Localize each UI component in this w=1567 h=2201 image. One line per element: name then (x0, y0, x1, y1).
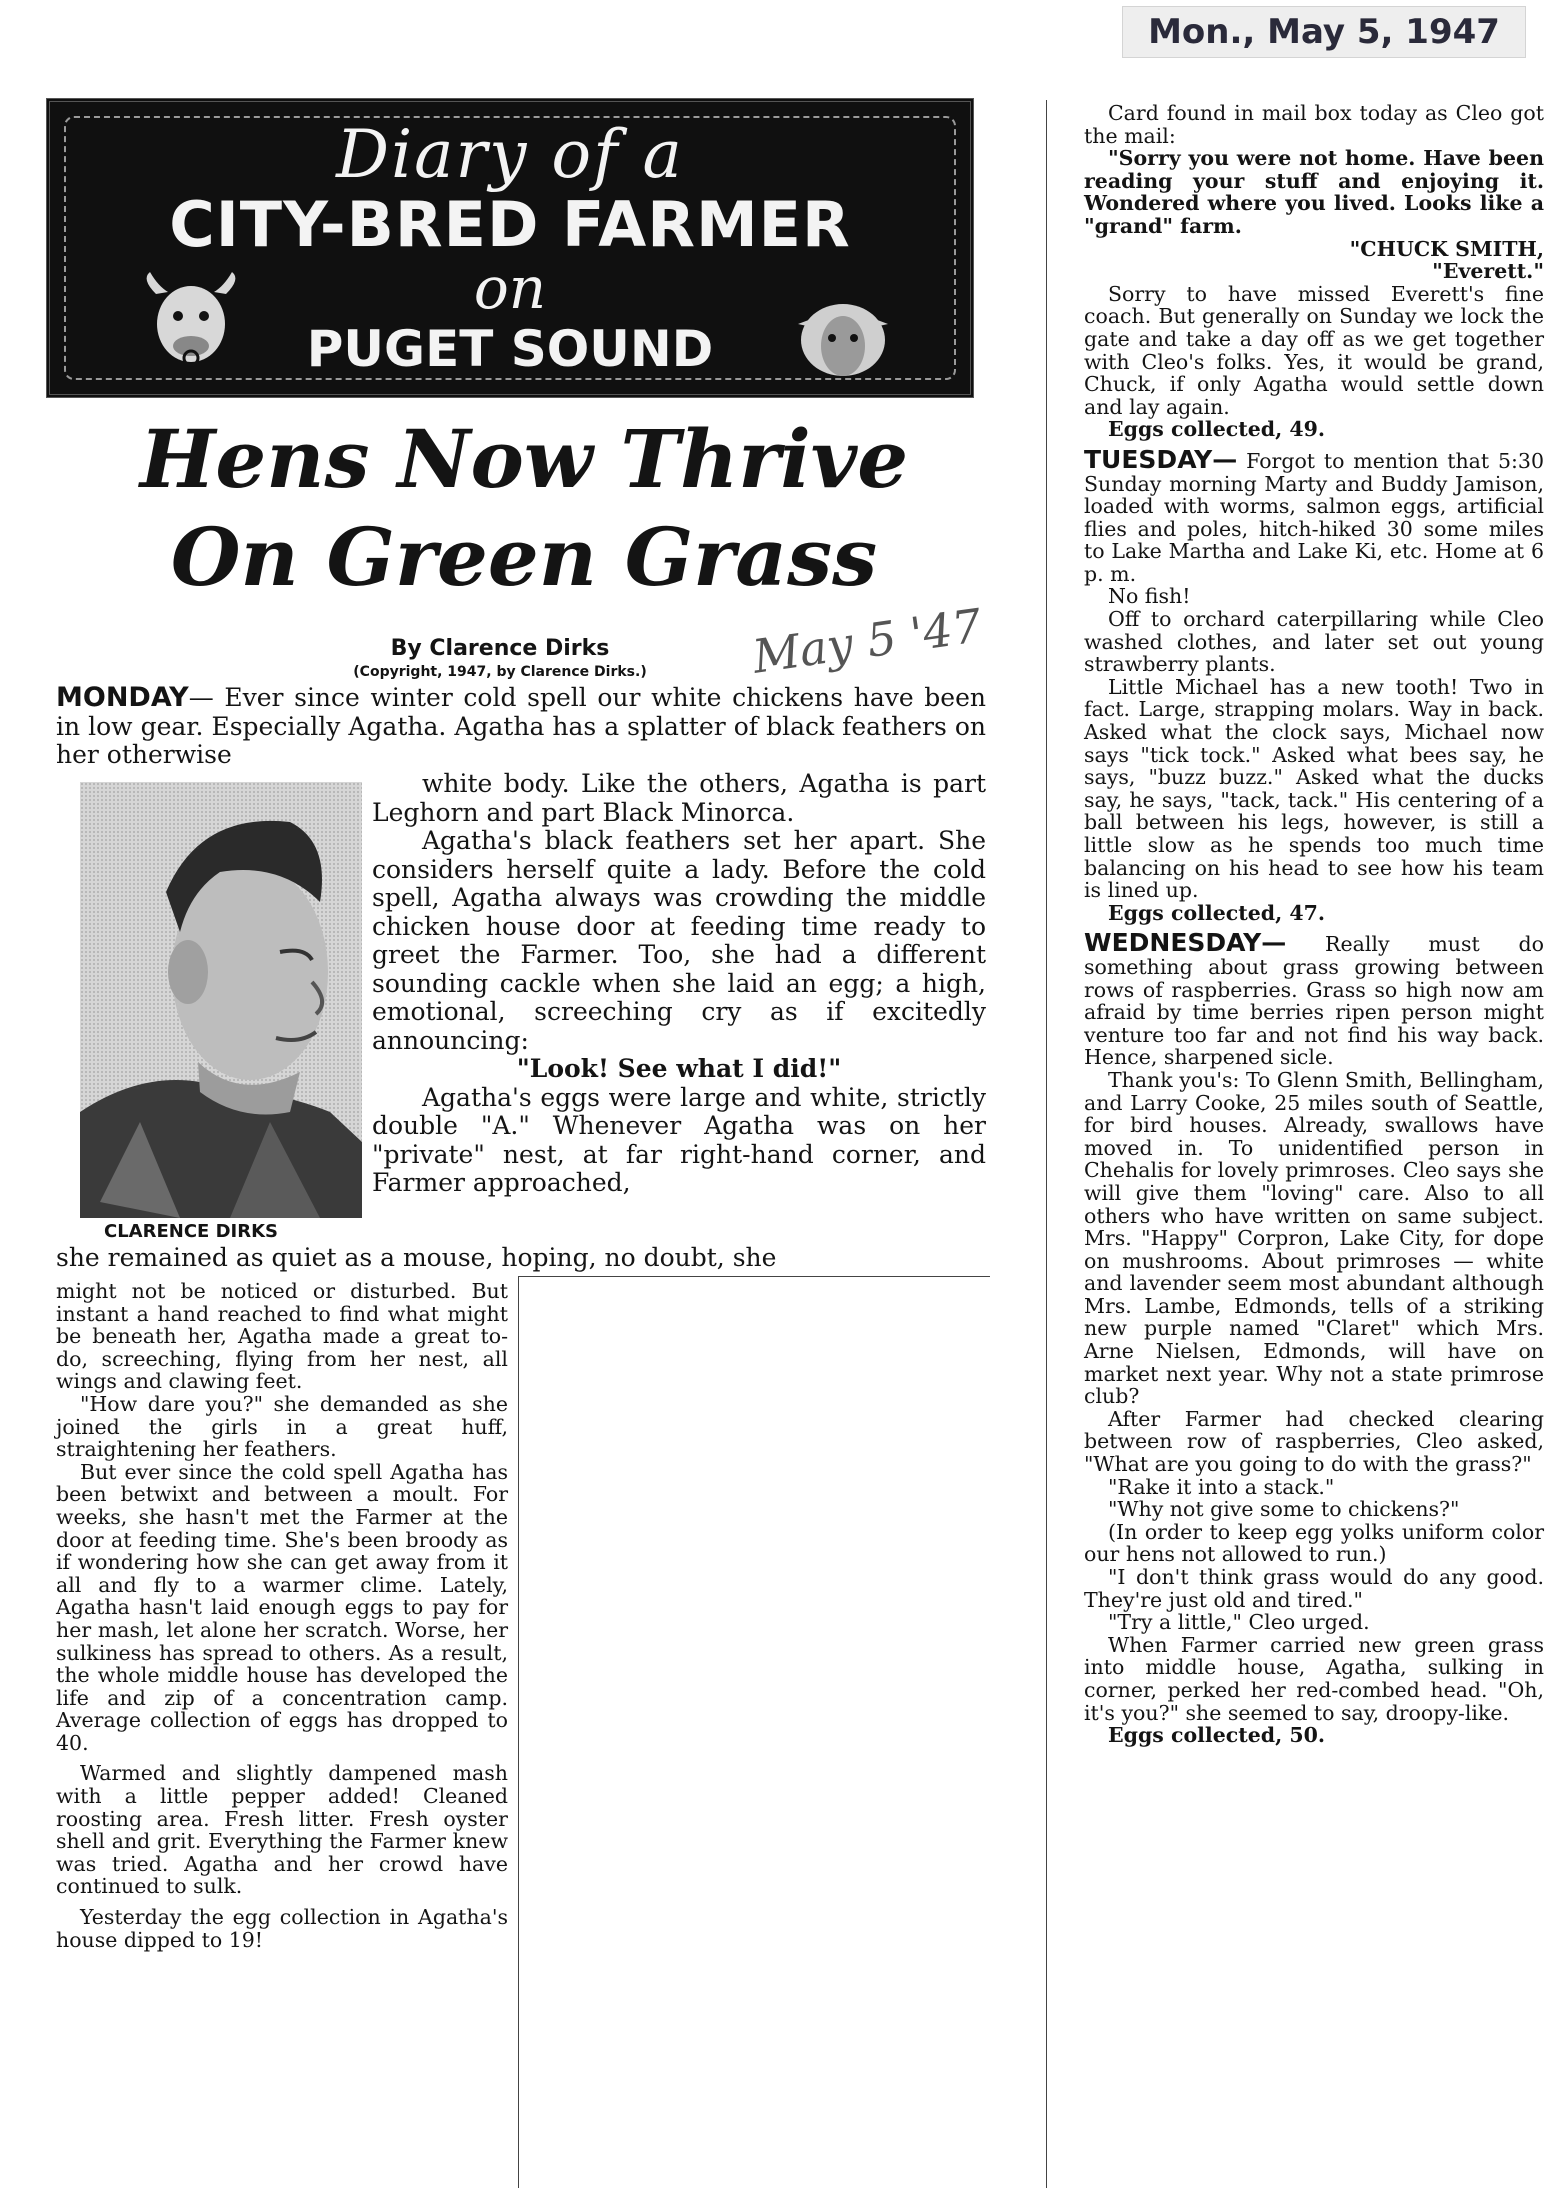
column-divider-left (518, 1276, 519, 2188)
orchard-paragraph: Off to orchard caterpillaring while Cleo washed clothes, and later set out young strawberry plants. (1084, 607, 1544, 677)
monday-paragraph-1: white body. Like the others, Agatha is part Leghorn and part Black Minorca. (372, 769, 986, 827)
right-column (1084, 102, 1544, 1747)
eggs-collected-monday: Eggs collected, 49. (1108, 417, 1326, 442)
handwritten-date-note: May 5 '47 (749, 598, 985, 684)
photo-caption: CLARENCE DIRKS (104, 1221, 279, 1242)
left-paragraph-3: But ever since the cold spell Agatha has been betwixt and between a moult. For weeks, she hasn't met the Farmer at the door at feeding time. She's been broody as if wondering how she can get away from it all and fly to a warmer clime. Lately, Agatha hasn't laid enough eggs to pay for her mash, let alone her scratch. Worse, her sulkiness has spread to others. As a result, the whole middle house has developed the life and zip of a concentration camp. Average collection of eggs has dropped to 40. (56, 1459, 508, 1755)
byline: By Clarence Dirks (390, 636, 610, 661)
sheep-head-icon (788, 288, 898, 384)
tuesday-lead: Forgot to mention that 5:30 Sunday morning Marty and Buddy Jamison, loaded with worms, salmon eggs, artificial flies and poles, hitch-hiked 30 some miles to Lake Martha and Lake Ki, etc. Home at 6 p. m. (1084, 448, 1544, 586)
portrait-image (80, 782, 362, 1218)
headline-line-1: Hens Now Thrive (139, 412, 909, 506)
wednesday-label: WEDNESDAY— (1084, 928, 1287, 958)
monday-label: MONDAY (56, 682, 189, 713)
card-signature-city: "Everett." (1432, 259, 1544, 284)
banner-line-2: CITY-BRED FARMER (169, 188, 851, 261)
thanks-paragraph: Thank you's: To Glenn Smith, Bellingham, and Larry Cooke, 25 miles south of Seattle, for bird houses. Already, swallows have moved in. To unidentified person in Chehalis for lovely primroses. Cleo says she will give them "loving" care. Also to all others who have written on same subject. Mrs. "Happy" Corpron, Lake City, for dope on mushrooms. About primroses — white and lavender seem most abundant although Mrs. Lambe, Edmonds, tells of a striking new purple named "Claret" which Mrs. Arne Nielsen, Edmonds, will have on market next year. Why not a state primrose club? (1084, 1067, 1544, 1409)
monday-lead-text: — Ever since winter cold spell our white chickens have been in low gear. Especially Agatha. Agatha has a splatter of black feathers on her otherwise (56, 683, 986, 769)
try-line: "Try a little," Cleo urged. (1108, 1610, 1370, 1635)
banner-line-3: on (473, 254, 547, 322)
reply-paragraph: Sorry to have missed Everett's fine coach. But generally on Sunday we lock the gate and take a day off as we get together with Cleo's folks. Yes, it would be grand, Chuck, if only Agatha would settle down and lay again. (1084, 281, 1544, 419)
order-paragraph: (In order to keep egg yolks uniform color our hens not allowed to run.) (1084, 1519, 1544, 1567)
when-paragraph: When Farmer carried new green grass into middle house, Agatha, sulking in corner, perked her red-combed head. "Oh, it's you?" she seemed to say, droopy-like. (1084, 1632, 1544, 1725)
card-intro: Card found in mail box today as Cleo got the mail: (1084, 101, 1544, 148)
left-paragraph-2: "How dare you?" she demanded as she joined the girls in a great huff, straightening her feathers. (56, 1391, 508, 1462)
column-divider-right (1046, 100, 1047, 2188)
author-portrait (80, 782, 362, 1218)
copyright-line: (Copyright, 1947, by Clarence Dirks.) (353, 664, 647, 680)
wednesday-lead: Really must do something about grass growing between rows of raspberries. Grass so high now am afraid by time berries ripen person might venture too far and not find his way back. Hence, sharpened sicle. (1084, 932, 1544, 1070)
date-stamp: Mon., May 5, 1947 (1122, 6, 1526, 58)
eggs-collected-tuesday: Eggs collected, 47. (1108, 900, 1326, 925)
left-paragraph-1: might not be noticed or disturbed. But instant a hand reached to find what might be beneath her, Agatha made a great to-do, screeching, flying from her nest, all wings and clawing feet. (56, 1279, 508, 1394)
michael-paragraph: Little Michael has a new tooth! Two in fact. Large, strapping molars. Way in back. Asked what the clock says, Michael now says "tick tock." Asked what bees say, he says, "buzz buzz." Asked what the ducks say, he says, "tack, tack." His centering of a ball between his legs, however, is still a little slow as he spends too much time balancing on his head to see how his team is lined up. (1084, 674, 1544, 903)
no-fish: No fish! (1108, 584, 1191, 609)
monday-continued (372, 770, 986, 1198)
left-column (56, 1280, 508, 1951)
rake-line: "Rake it into a stack." (1108, 1474, 1335, 1499)
card-text: "Sorry you were not home. Have been reading your stuff and enjoying it. Wondered where you lived. Looks like a "grand" farm. (1084, 146, 1544, 238)
monday-paragraph-3: Agatha's eggs were large and white, strictly double "A." Whenever Agatha was on her "private" nest, at far right-hand corner, and Farmer approached, (372, 1082, 986, 1197)
dont-line: "I don't think grass would do any good. They're just old and tired." (1084, 1565, 1544, 1612)
after-paragraph: After Farmer had checked clearing between row of raspberries, Cleo asked, "What are you going to do with the grass?" (1084, 1406, 1544, 1477)
monday-paragraph-4: she remained as quiet as a mouse, hoping, no doubt, she (56, 1243, 777, 1272)
monday-paragraph-2: Agatha's black feathers set her apart. She considers herself quite a lady. Before the cold spell, Agatha always was crowding the middle chicken house door at feeding time ready to greet the Farmer. Too, she had a different sounding cackle when she laid an egg; a high, emotional, screeching cry as if excitedly announcing: (372, 826, 986, 1055)
banner-line-4: PUGET SOUND (306, 320, 714, 378)
left-paragraph-5: Yesterday the egg collection in Agatha's house dipped to 19! (56, 1905, 508, 1952)
bull-head-icon (136, 264, 246, 374)
headline (54, 410, 994, 606)
tuesday-label: TUESDAY— (1084, 444, 1238, 474)
why-line: "Why not give some to chickens?" (1108, 1497, 1460, 1522)
column-banner (46, 98, 974, 398)
eggs-collected-wednesday: Eggs collected, 50. (1108, 1723, 1326, 1748)
card-signature-name: "CHUCK SMITH, (1349, 236, 1544, 261)
section-divider (518, 1276, 990, 1277)
monday-lead (56, 684, 986, 770)
headline-line-2: On Green Grass (170, 510, 878, 604)
left-paragraph-4: Warmed and slightly dampened mash with a little pepper added! Cleaned roosting area. Fresh litter. Fresh oyster shell and grit. Everything the Farmer knew was tried. Agatha and her crowd have continued to sulk. (56, 1761, 508, 1899)
banner-line-1: Diary of a (336, 116, 684, 193)
monday-quote: "Look! See what I did!" (516, 1054, 842, 1083)
